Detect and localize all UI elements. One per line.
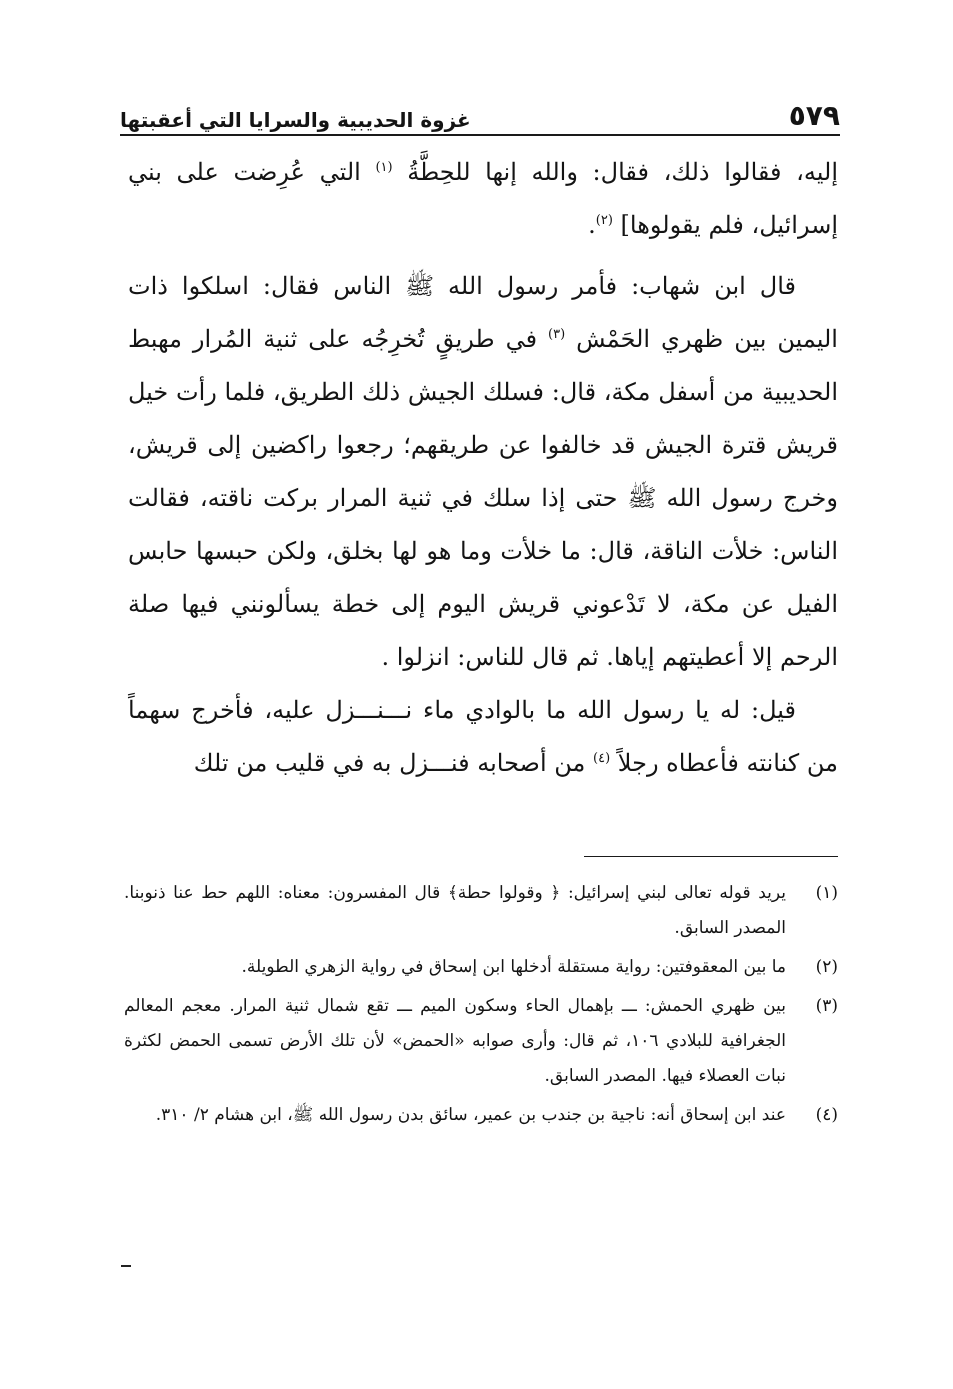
footnote-ref-3: (٣) [548, 327, 566, 342]
paragraph-3-text-b: من أصحابه فنـــزل به في قليب من تلك [193, 749, 586, 777]
footnote-number: (٢) [815, 957, 838, 977]
paragraph-1-text-a: إليه، فقالوا ذلك، فقال: والله إنها للحِطَّةُ [407, 158, 838, 186]
paragraph-1-text-b: التي عُرِضت على بني إسرائيل، فلم يقولوها] [128, 158, 838, 239]
footnote-text: ما بين المعقوفتين: رواية مستقلة أدخلها ابن إسحاق في رواية الزهري الطويلة. [241, 957, 786, 977]
margin-mark [121, 1265, 131, 1267]
paragraph-2 [128, 260, 838, 684]
footnote-number: (٤) [815, 1105, 838, 1125]
paragraph-1 [128, 146, 838, 252]
paragraph-1-text-c: . [588, 211, 596, 239]
footnote-ref-1: (١) [375, 160, 393, 175]
page-number: ٥٧٩ [788, 99, 840, 132]
footnote-number: (١) [815, 883, 838, 903]
paragraph-2-text-a: قال ابن شهاب: فأمر رسول الله ﷺ الناس فقال: اسلكوا ذات اليمين بين ظهري الحَمْش [128, 272, 838, 353]
footnote-3 [124, 989, 838, 1094]
footnote-ref-2: (٢) [595, 213, 613, 228]
footnote-text: بين ظهري الحمش: ـــ بإهمال الحاء وسكون الميم ـــ تقع شمال ثنية المرار. معجم المعالم الجغرافية للبلادي ١٠٦، ثم قال: وأرى صوابه «الحمض» لأن تلك الأرض تسمى الحمض لكثرة نبات العصلاء فيها. المصدر السابق. [124, 996, 786, 1086]
footnote-4 [124, 1098, 838, 1133]
paragraph-2-text-b: في طريقٍ تُخرِجُه على ثنية المُرار مهبط الحديبية من أسفل مكة، قال: فسلك الجيش ذلك الطريق، فلما رأت خيل قريش قترة الجيش قد خالفوا عن طريقهم؛ رجعوا راكضين إلى قريش، وخرج رسول الله ﷺ حتى إذا سلك في ثنية المرار بركت ناقته، فقالت الناس: خلأت الناقة، قال: ما خلأت وما هو لها بخلق، ولكن حبسها حابس الفيل عن مكة، لا تَدْعوني قريش اليوم إلى خطة يسألونني فيها صلة الرحم إلا أعطيتهم إياها. ثم قال للناس: انزلوا . [128, 325, 838, 671]
footnote-number: (٣) [815, 996, 838, 1016]
footnotes-section [124, 876, 838, 1137]
header-rule [120, 134, 840, 136]
paragraph-3-text-a: قيل: له يا رسول الله ما بالوادي ماء نـــنـــزل عليه، فأخرج سهماً من كنانته فأعطاه رجلاً [128, 696, 838, 777]
footnote-text: يريد قوله تعالى لبني إسرائيل: ﴿ وقولوا حطة﴾ قال المفسرون: معناه: اللهم حط عنا ذنوبنا. المصدر السابق. [124, 883, 786, 938]
footnote-2 [124, 950, 838, 985]
footnote-ref-4: (٤) [593, 751, 611, 766]
paragraph-3 [128, 684, 838, 790]
footnote-1 [124, 876, 838, 946]
footnote-text: عند ابن إسحاق أنه: ناجية بن جندب بن عمير، سائق بدن رسول الله ﷺ، ابن هشام ٢/ ٣١٠. [155, 1105, 786, 1125]
footnote-rule [584, 856, 838, 857]
page-header [120, 84, 840, 130]
running-title: غزوة الحديبية والسرايا التي أعقبتها [120, 108, 471, 132]
main-text [128, 146, 838, 790]
